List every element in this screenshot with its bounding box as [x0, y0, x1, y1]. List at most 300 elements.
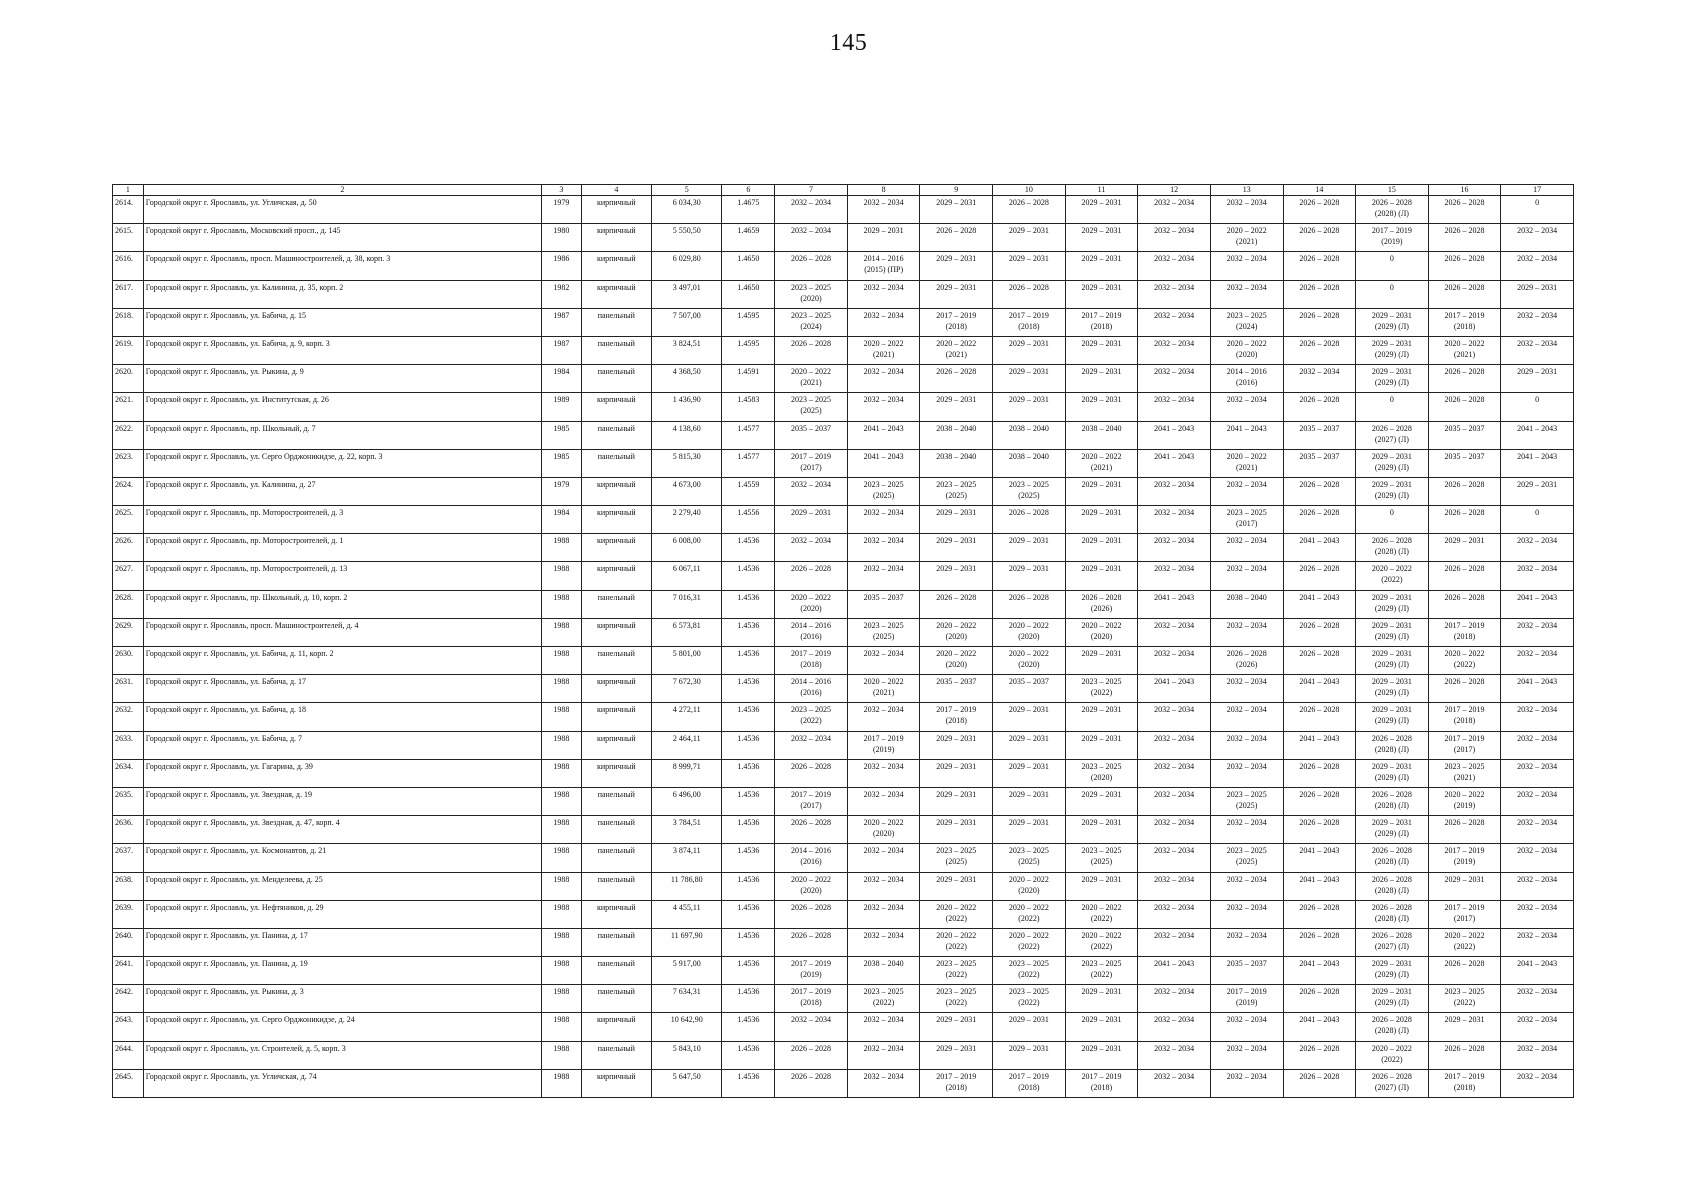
- table-cell: 2029 – 2031: [993, 787, 1066, 815]
- cell-line: (2027) (Л): [1374, 1082, 1409, 1092]
- table-cell: 2041 – 2043: [1283, 1013, 1356, 1041]
- table-cell: 1987: [542, 308, 582, 336]
- cell-line: 2017 – 2019: [1444, 733, 1485, 743]
- column-header-10: 10: [993, 185, 1066, 196]
- table-cell: 2026 – 2028: [1428, 816, 1501, 844]
- table-cell: [847, 252, 920, 280]
- table-cell: [1356, 421, 1429, 449]
- cell-line: 2017 – 2019: [1444, 705, 1485, 715]
- table-header: [113, 185, 1574, 196]
- table-cell: 5 801,00: [652, 647, 722, 675]
- cell-line: (2018): [800, 660, 822, 669]
- cell-line: (2022): [945, 998, 967, 1008]
- table-cell: 2041 – 2043: [847, 421, 920, 449]
- cell-line: 2026 – 2028: [1371, 733, 1412, 743]
- cell-line: 2023 – 2025: [1008, 479, 1049, 489]
- cell-line: 2020 – 2022: [1081, 930, 1122, 940]
- table-cell: [1356, 1041, 1429, 1069]
- cell-line: (2016): [800, 631, 822, 641]
- cell-line: 2020 – 2022: [863, 677, 904, 687]
- row-number-cell: 2620.: [113, 365, 144, 393]
- table-cell: 2035 – 2037: [1283, 421, 1356, 449]
- cell-line: 2020 – 2022: [1371, 1043, 1412, 1053]
- table-cell: 1.4650: [722, 280, 775, 308]
- row-number-cell: 2632.: [113, 703, 144, 731]
- cell-line: 2020 – 2022: [1008, 649, 1049, 658]
- table-cell: 2 279,40: [652, 506, 722, 534]
- table-row: [113, 900, 1574, 928]
- table-cell: 7 672,30: [652, 675, 722, 703]
- cell-line: 2017 – 2019: [1444, 620, 1485, 630]
- cell-line: 2029 – 2031: [1371, 310, 1412, 320]
- cell-line: 2020 – 2022: [1226, 226, 1267, 236]
- table-cell: 1.4536: [722, 816, 775, 844]
- table-cell: 2038 – 2040: [847, 957, 920, 985]
- cell-line: (2021): [873, 688, 895, 698]
- cell-line: (2018): [1453, 631, 1476, 641]
- cell-line: 2020 – 2022: [1081, 620, 1122, 630]
- table-cell: 2029 – 2031: [1065, 196, 1138, 224]
- cell-line: 2014 – 2016: [791, 846, 832, 856]
- cell-line: (2018): [1453, 321, 1476, 331]
- address-cell: Городской округ г. Ярославль, ул. Бабича, д. 17: [143, 675, 541, 703]
- column-header-6: 6: [722, 185, 775, 196]
- cell-line: 2029 – 2031: [1371, 987, 1412, 997]
- cell-line: 2017 – 2019: [1444, 902, 1485, 912]
- table-cell: 2032 – 2034: [1501, 534, 1574, 562]
- table-cell: 2032 – 2034: [847, 1013, 920, 1041]
- header-row: [113, 185, 1574, 196]
- table-cell: 2026 – 2028: [1428, 252, 1501, 280]
- table-cell: 8 999,71: [652, 759, 722, 787]
- cell-line: (2022): [1453, 660, 1476, 669]
- table-row: [113, 703, 1574, 731]
- table-cell: 2041 – 2043: [1283, 731, 1356, 759]
- table-cell: 2032 – 2034: [1210, 196, 1283, 224]
- address-cell: Городской округ г. Ярославль, пр. Моторостроителей, д. 13: [143, 562, 541, 590]
- table-cell: 2032 – 2034: [1138, 647, 1211, 675]
- table-cell: [1356, 900, 1429, 928]
- table-cell: 2032 – 2034: [1501, 787, 1574, 815]
- table-cell: 2026 – 2028: [1428, 675, 1501, 703]
- table-cell: кирпичный: [581, 196, 651, 224]
- cell-line: 2029 – 2031: [1371, 677, 1412, 687]
- table-cell: [1065, 957, 1138, 985]
- cell-line: 2029 – 2031: [1371, 649, 1412, 658]
- cell-line: 2023 – 2025: [863, 620, 904, 630]
- cell-line: (2019): [1453, 857, 1476, 867]
- table-cell: 2026 – 2028: [1428, 506, 1501, 534]
- cell-line: (2017): [800, 462, 822, 472]
- cell-line: (2022): [945, 970, 967, 980]
- cell-line: (2029) (Л): [1374, 688, 1409, 698]
- table-cell: 2041 – 2043: [1283, 957, 1356, 985]
- table-cell: 2032 – 2034: [1138, 759, 1211, 787]
- table-cell: 1980: [542, 224, 582, 252]
- page-number: 145: [829, 30, 868, 56]
- table-cell: [1356, 534, 1429, 562]
- table-cell: [775, 844, 848, 872]
- table-cell: 2032 – 2034: [847, 872, 920, 900]
- column-header-17: 17: [1501, 185, 1574, 196]
- table-cell: 2032 – 2034: [1138, 844, 1211, 872]
- table-cell: 2029 – 2031: [1065, 336, 1138, 364]
- table-cell: [920, 985, 993, 1013]
- address-cell: Городской округ г. Ярославль, ул. Менделеева, д. 25: [143, 872, 541, 900]
- table-cell: 2032 – 2034: [775, 1013, 848, 1041]
- table-cell: 1.4675: [722, 196, 775, 224]
- table-cell: 2032 – 2034: [1210, 1041, 1283, 1069]
- table-cell: 2032 – 2034: [1210, 759, 1283, 787]
- table-cell: 2041 – 2043: [1501, 449, 1574, 477]
- table-cell: [847, 731, 920, 759]
- row-number-cell: 2631.: [113, 675, 144, 703]
- row-number-cell: 2630.: [113, 647, 144, 675]
- table-cell: 2032 – 2034: [1210, 703, 1283, 731]
- address-cell: Городской округ г. Ярославль, ул. Панина, д. 17: [143, 928, 541, 956]
- table-cell: 2032 – 2034: [1138, 280, 1211, 308]
- cell-line: (2028) (Л): [1374, 913, 1409, 923]
- table-cell: 2032 – 2034: [847, 844, 920, 872]
- table-cell: 2035 – 2037: [775, 421, 848, 449]
- table-cell: 1982: [542, 280, 582, 308]
- table-cell: [920, 477, 993, 505]
- table-cell: 1988: [542, 985, 582, 1013]
- cell-line: (2018): [945, 1082, 967, 1092]
- cell-line: (2020): [945, 631, 967, 641]
- table-cell: 2041 – 2043: [1283, 844, 1356, 872]
- table-cell: 2032 – 2034: [775, 224, 848, 252]
- address-cell: Городской округ г. Ярославль, ул. Бабича, д. 9, корп. 3: [143, 336, 541, 364]
- table-cell: 2035 – 2037: [1428, 421, 1501, 449]
- table-row: [113, 1041, 1574, 1069]
- table-cell: 1.4536: [722, 759, 775, 787]
- table-cell: 1.4536: [722, 1041, 775, 1069]
- cell-line: (2020): [1090, 772, 1113, 782]
- table-cell: 2029 – 2031: [920, 393, 993, 421]
- cell-line: (2022): [1018, 970, 1040, 980]
- table-cell: кирпичный: [581, 252, 651, 280]
- table-cell: [775, 957, 848, 985]
- cell-line: 2017 – 2019: [791, 987, 832, 997]
- table-row: [113, 787, 1574, 815]
- table-row: [113, 759, 1574, 787]
- table-cell: 1988: [542, 731, 582, 759]
- cell-line: 2029 – 2031: [1371, 959, 1412, 969]
- cell-line: 2023 – 2025: [1226, 508, 1267, 518]
- table-cell: 2026 – 2028: [1283, 393, 1356, 421]
- table-cell: 2029 – 2031: [993, 816, 1066, 844]
- cell-line: (2025): [800, 406, 822, 416]
- address-cell: Городской округ г. Ярославль, ул. Угличская, д. 74: [143, 1069, 541, 1097]
- table-cell: 2032 – 2034: [775, 731, 848, 759]
- cell-line: (2018): [945, 321, 967, 331]
- row-number-cell: 2635.: [113, 787, 144, 815]
- table-cell: [1356, 703, 1429, 731]
- table-cell: [775, 787, 848, 815]
- table-cell: 1988: [542, 703, 582, 731]
- table-cell: 3 497,01: [652, 280, 722, 308]
- table-cell: [1356, 477, 1429, 505]
- row-number-cell: 2621.: [113, 393, 144, 421]
- table-row: [113, 252, 1574, 280]
- column-header-5: 5: [652, 185, 722, 196]
- table-cell: 2032 – 2034: [1210, 675, 1283, 703]
- table-cell: 4 673,00: [652, 477, 722, 505]
- table-cell: 2026 – 2028: [1283, 506, 1356, 534]
- cell-line: (2018): [1453, 1082, 1476, 1092]
- table-cell: [920, 336, 993, 364]
- table-cell: 1985: [542, 421, 582, 449]
- table-row: [113, 336, 1574, 364]
- table-cell: 11 786,80: [652, 872, 722, 900]
- table-cell: 1984: [542, 506, 582, 534]
- table-cell: [920, 308, 993, 336]
- table-cell: 2026 – 2028: [775, 900, 848, 928]
- table-cell: [775, 872, 848, 900]
- table-cell: 2032 – 2034: [847, 393, 920, 421]
- table-cell: панельный: [581, 449, 651, 477]
- table-row: [113, 590, 1574, 618]
- table-cell: 1.4536: [722, 675, 775, 703]
- cell-line: 2020 – 2022: [936, 620, 977, 630]
- table-cell: 2032 – 2034: [1501, 844, 1574, 872]
- table-cell: [1065, 675, 1138, 703]
- table-cell: [847, 985, 920, 1013]
- cell-line: 2020 – 2022: [1081, 902, 1122, 912]
- table-cell: 2032 – 2034: [1501, 336, 1574, 364]
- table-cell: 2026 – 2028: [775, 1041, 848, 1069]
- table-cell: 2026 – 2028: [993, 590, 1066, 618]
- cell-line: 2017 – 2019: [936, 310, 977, 320]
- table-cell: 2032 – 2034: [847, 928, 920, 956]
- address-cell: Городской округ г. Ярославль, ул. Панина, д. 19: [143, 957, 541, 985]
- table-cell: 2026 – 2028: [1283, 196, 1356, 224]
- table-cell: кирпичный: [581, 900, 651, 928]
- cell-line: (2029) (Л): [1374, 998, 1409, 1008]
- table-cell: 7 634,31: [652, 985, 722, 1013]
- table-cell: [847, 477, 920, 505]
- cell-line: (2020): [1090, 631, 1113, 641]
- table-cell: 2032 – 2034: [1210, 928, 1283, 956]
- cell-line: (2021): [1090, 462, 1113, 472]
- table-cell: 2029 – 2031: [1065, 647, 1138, 675]
- table-cell: [775, 675, 848, 703]
- table-cell: 0: [1356, 393, 1429, 421]
- table-cell: 1988: [542, 1069, 582, 1097]
- cell-line: 2029 – 2031: [1371, 705, 1412, 715]
- table-cell: 2032 – 2034: [1138, 336, 1211, 364]
- table-cell: 3 784,51: [652, 816, 722, 844]
- cell-line: (2020): [945, 660, 967, 669]
- table-cell: кирпичный: [581, 506, 651, 534]
- table-cell: панельный: [581, 336, 651, 364]
- cell-line: (2018): [1453, 716, 1476, 726]
- address-cell: Городской округ г. Ярославль, ул. Рыкина, д. 9: [143, 365, 541, 393]
- row-number-cell: 2618.: [113, 308, 144, 336]
- cell-line: 2020 – 2022: [863, 338, 904, 348]
- table-cell: 2026 – 2028: [1283, 647, 1356, 675]
- table-cell: [775, 647, 848, 675]
- table-cell: 2026 – 2028: [1283, 900, 1356, 928]
- table-cell: 1.4536: [722, 928, 775, 956]
- cell-line: 2023 – 2025: [791, 705, 832, 715]
- address-cell: Городской округ г. Ярославль, ул. Бабича, д. 7: [143, 731, 541, 759]
- table-cell: панельный: [581, 308, 651, 336]
- table-cell: 2032 – 2034: [1138, 562, 1211, 590]
- cell-line: (2022): [1090, 941, 1113, 951]
- column-header-13: 13: [1210, 185, 1283, 196]
- table-cell: [1356, 449, 1429, 477]
- table-cell: 2029 – 2031: [1065, 477, 1138, 505]
- table-cell: [993, 985, 1066, 1013]
- table-row: [113, 534, 1574, 562]
- table-row: [113, 957, 1574, 985]
- table-cell: [1356, 647, 1429, 675]
- table-cell: 2032 – 2034: [1210, 280, 1283, 308]
- address-cell: Городской округ г. Ярославль, ул. Гагарина, д. 39: [143, 759, 541, 787]
- table-cell: 2035 – 2037: [1428, 449, 1501, 477]
- table-cell: 5 815,30: [652, 449, 722, 477]
- table-cell: 5 917,00: [652, 957, 722, 985]
- table-cell: 2026 – 2028: [1283, 985, 1356, 1013]
- cell-line: (2029) (Л): [1374, 349, 1409, 359]
- cell-line: 2026 – 2028: [1371, 930, 1412, 940]
- cell-line: (2029) (Л): [1374, 772, 1409, 782]
- table-cell: 2026 – 2028: [775, 1069, 848, 1097]
- table-cell: [1356, 928, 1429, 956]
- table-cell: 1.4536: [722, 534, 775, 562]
- table-cell: 1988: [542, 816, 582, 844]
- table-cell: 1.4536: [722, 590, 775, 618]
- cell-line: 2023 – 2025: [791, 282, 832, 292]
- table-cell: 10 642,90: [652, 1013, 722, 1041]
- table-cell: 2029 – 2031: [1501, 477, 1574, 505]
- cell-line: 2023 – 2025: [1008, 987, 1049, 997]
- table-cell: 1988: [542, 759, 582, 787]
- cell-line: 2023 – 2025: [1008, 959, 1049, 969]
- table-cell: [1065, 900, 1138, 928]
- table-cell: [920, 1069, 993, 1097]
- table-cell: [993, 1069, 1066, 1097]
- table-cell: 2026 – 2028: [1283, 759, 1356, 787]
- cell-line: 2017 – 2019: [1081, 1071, 1122, 1081]
- cell-line: 2023 – 2025: [791, 395, 832, 405]
- table-cell: [920, 647, 993, 675]
- table-cell: 2032 – 2034: [847, 787, 920, 815]
- table-cell: кирпичный: [581, 618, 651, 646]
- table-cell: 2032 – 2034: [1138, 787, 1211, 815]
- cell-line: 2014 – 2016: [1226, 367, 1267, 377]
- table-cell: 1.4577: [722, 421, 775, 449]
- table-cell: [993, 928, 1066, 956]
- cell-line: (2020): [1018, 660, 1040, 669]
- row-number-cell: 2619.: [113, 336, 144, 364]
- table-cell: 1.4536: [722, 647, 775, 675]
- table-cell: 2041 – 2043: [1501, 675, 1574, 703]
- table-cell: [1428, 900, 1501, 928]
- table-cell: панельный: [581, 590, 651, 618]
- table-body: [113, 196, 1574, 1098]
- table-cell: панельный: [581, 421, 651, 449]
- table-cell: 2032 – 2034: [847, 280, 920, 308]
- table-cell: 1.4536: [722, 562, 775, 590]
- cell-line: (2018): [1090, 321, 1113, 331]
- table-cell: 2032 – 2034: [1138, 900, 1211, 928]
- table-cell: 2032 – 2034: [847, 534, 920, 562]
- table-cell: 3 874,11: [652, 844, 722, 872]
- address-cell: Городской округ г. Ярославль, ул. Серго Орджоникидзе, д. 22, корп. 3: [143, 449, 541, 477]
- table-cell: 4 272,11: [652, 703, 722, 731]
- table-cell: [1210, 449, 1283, 477]
- cell-line: (2027) (Л): [1374, 434, 1409, 444]
- address-cell: Городской округ г. Ярославль, ул. Космонавтов, д. 21: [143, 844, 541, 872]
- table-cell: 2032 – 2034: [847, 900, 920, 928]
- table-cell: 2032 – 2034: [1501, 252, 1574, 280]
- table-cell: 2029 – 2031: [1065, 252, 1138, 280]
- address-cell: Городской округ г. Ярославль, ул. Серго Орджоникидзе, д. 24: [143, 1013, 541, 1041]
- table-cell: 1988: [542, 562, 582, 590]
- table-cell: [1428, 336, 1501, 364]
- table-cell: [920, 957, 993, 985]
- cell-line: 2017 – 2019: [1444, 1071, 1485, 1081]
- cell-line: 2026 – 2028: [1371, 846, 1412, 856]
- cell-line: (2025): [1018, 490, 1040, 500]
- table-row: [113, 844, 1574, 872]
- address-cell: Городской округ г. Ярославль, ул. Звездная, д. 47, корп. 4: [143, 816, 541, 844]
- table-cell: [1428, 787, 1501, 815]
- table-cell: 2029 – 2031: [993, 224, 1066, 252]
- table-cell: 2032 – 2034: [1138, 308, 1211, 336]
- table-cell: 2032 – 2034: [847, 308, 920, 336]
- table-cell: 2041 – 2043: [1138, 590, 1211, 618]
- table-cell: 2032 – 2034: [1501, 985, 1574, 1013]
- table-cell: 2026 – 2028: [775, 928, 848, 956]
- table-cell: 1.4556: [722, 506, 775, 534]
- table-cell: [1065, 449, 1138, 477]
- table-cell: [1428, 985, 1501, 1013]
- cell-line: (2022): [1018, 913, 1040, 923]
- cell-line: 2023 – 2025: [1081, 677, 1122, 687]
- cell-line: 2017 – 2019: [936, 1071, 977, 1081]
- housing-table: [112, 184, 1574, 1098]
- cell-line: (2028) (Л): [1374, 885, 1409, 895]
- table-cell: 1.4536: [722, 1069, 775, 1097]
- table-cell: 2029 – 2031: [920, 562, 993, 590]
- table-cell: [775, 308, 848, 336]
- table-cell: 2029 – 2031: [1428, 534, 1501, 562]
- cell-line: (2027) (Л): [1374, 941, 1409, 951]
- table-cell: [1356, 1069, 1429, 1097]
- table-cell: 2035 – 2037: [1283, 449, 1356, 477]
- table-cell: 2032 – 2034: [1210, 393, 1283, 421]
- table-cell: 1.4659: [722, 224, 775, 252]
- table-cell: 2029 – 2031: [1065, 506, 1138, 534]
- table-cell: [1356, 196, 1429, 224]
- table-cell: 4 368,50: [652, 365, 722, 393]
- table-cell: [775, 280, 848, 308]
- table-cell: 6 034,30: [652, 196, 722, 224]
- cell-line: (2025): [945, 490, 967, 500]
- table-cell: кирпичный: [581, 280, 651, 308]
- table-cell: 1988: [542, 872, 582, 900]
- table-row: [113, 506, 1574, 534]
- cell-line: (2020): [1236, 349, 1258, 359]
- table-row: [113, 872, 1574, 900]
- table-cell: 1.4577: [722, 449, 775, 477]
- table-row: [113, 985, 1574, 1013]
- table-cell: 0: [1356, 506, 1429, 534]
